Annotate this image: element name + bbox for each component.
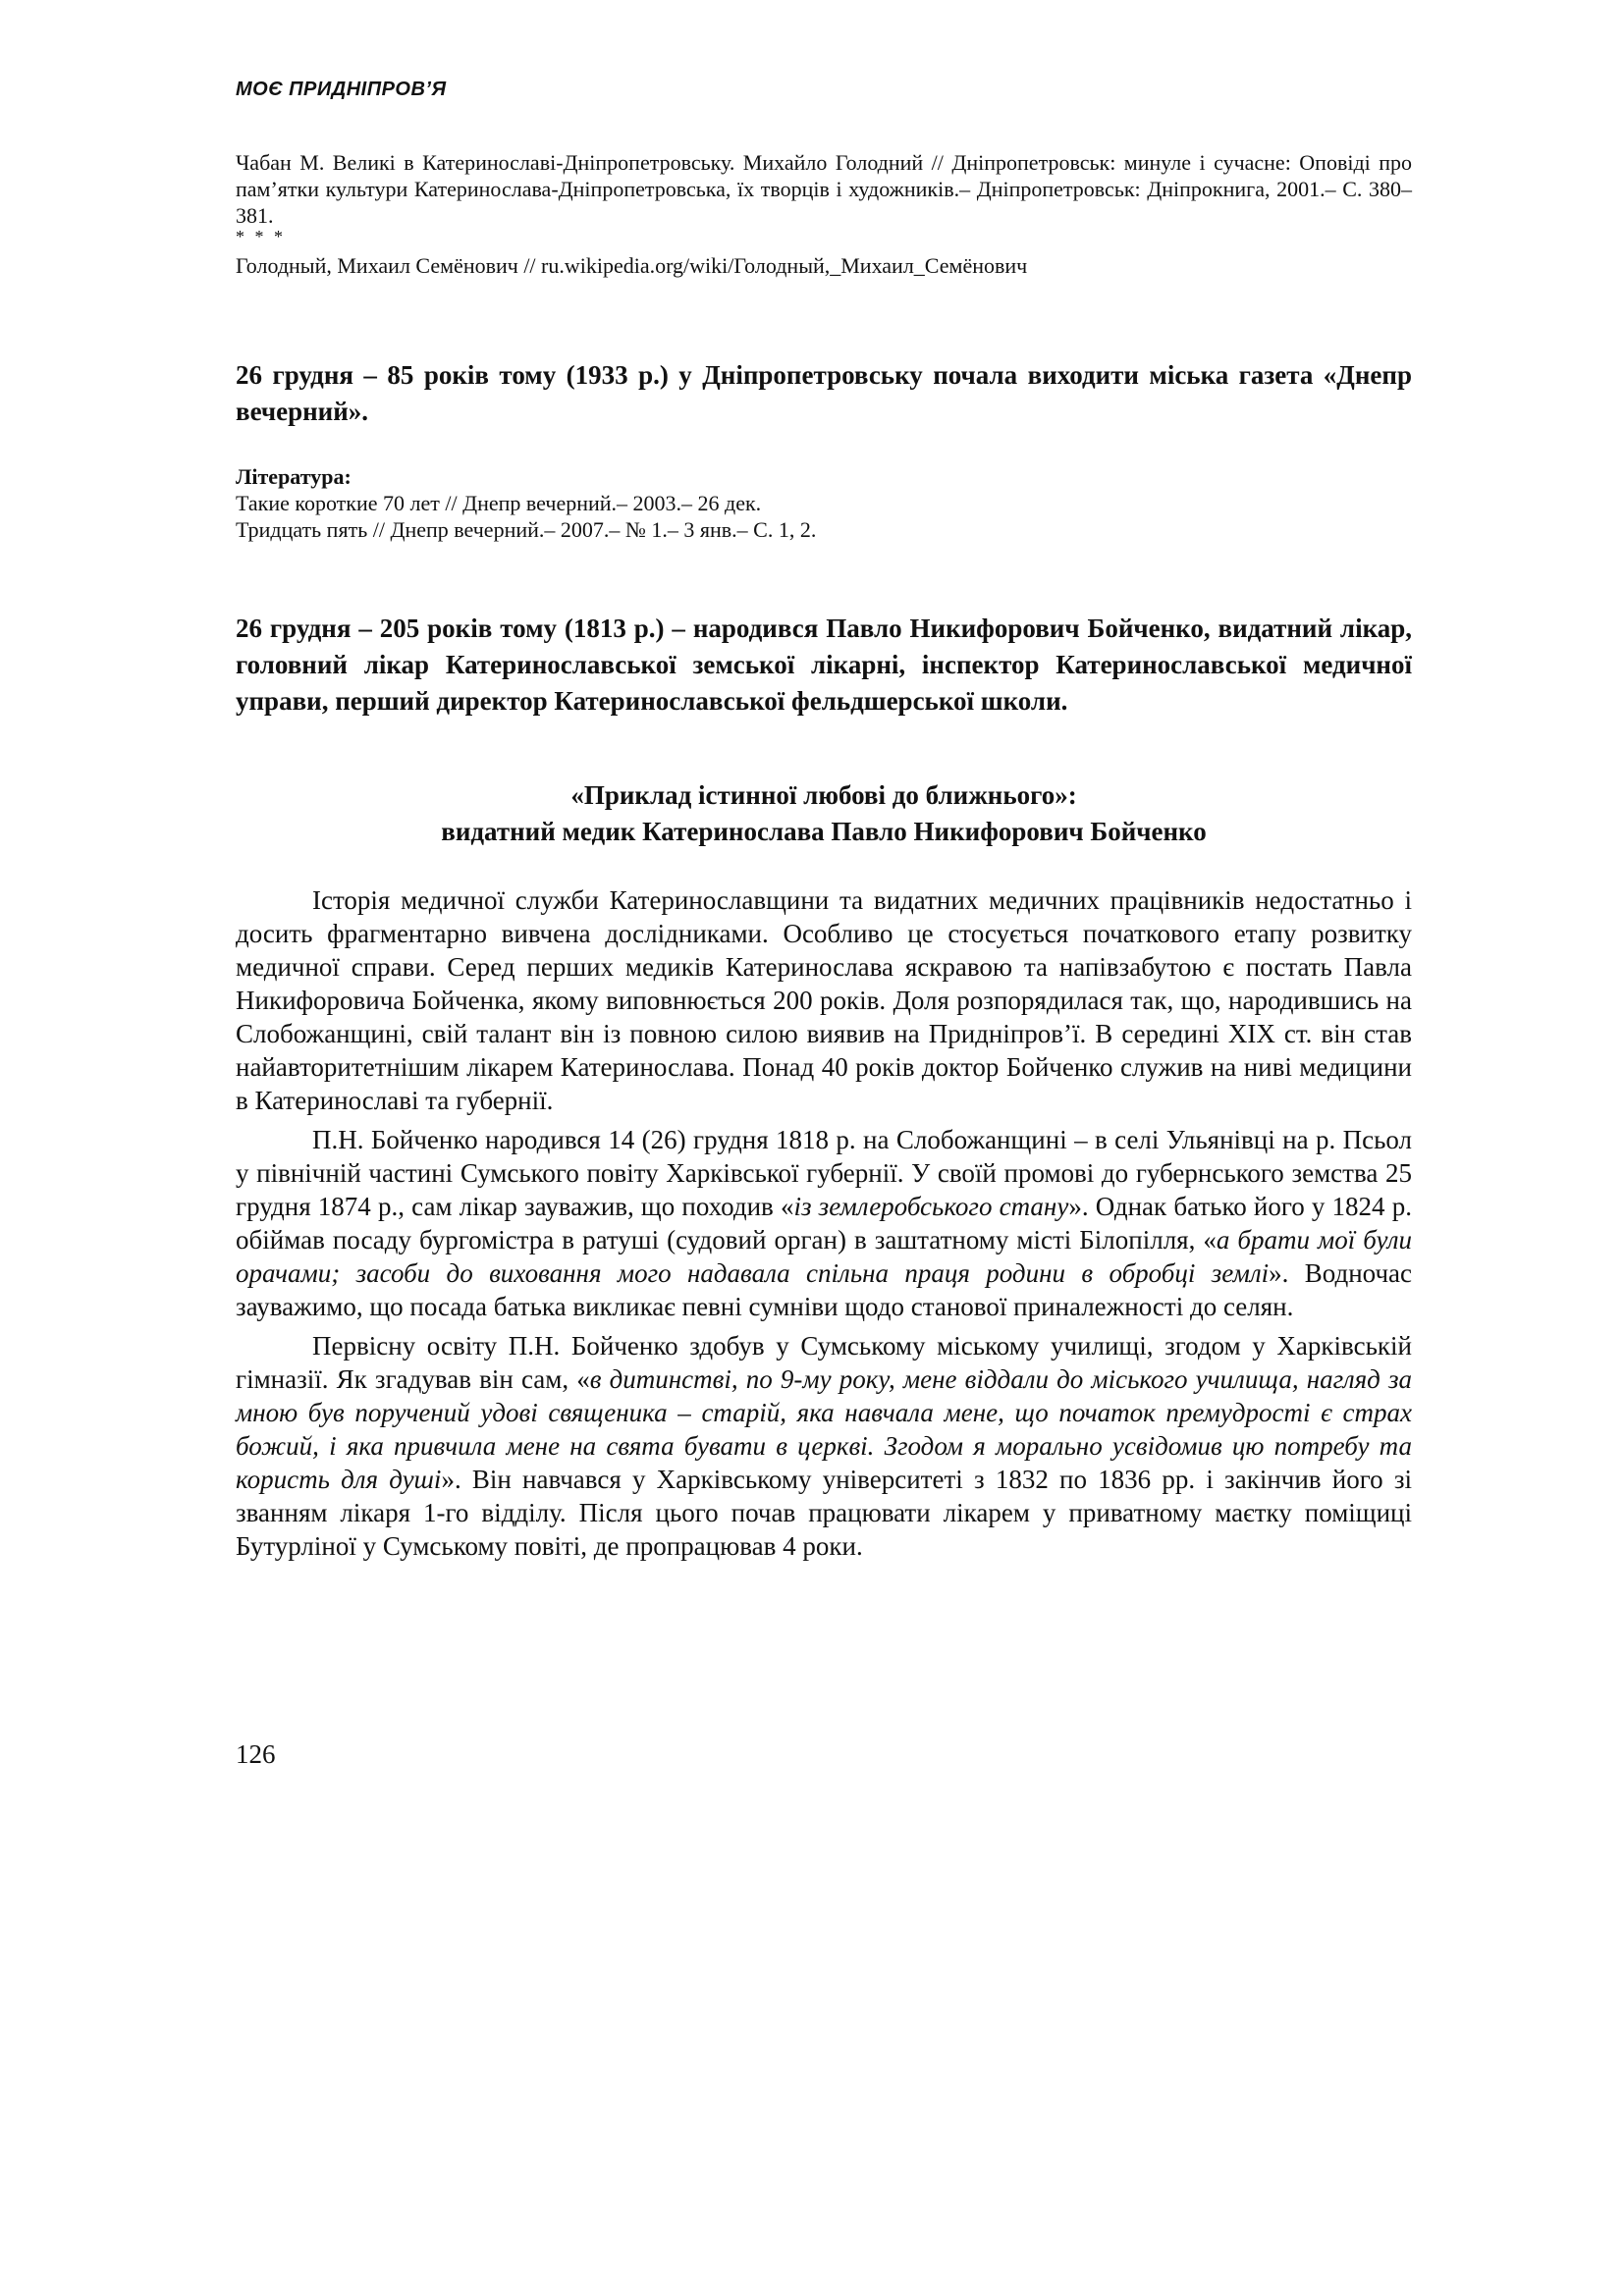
paragraph: [236, 1329, 1412, 1563]
paragraph-text: ». Однак батько його у 1824 р. обіймав посаду бургомістра в ратуші (судовий орган) в заштатному місті Білопілля, «: [236, 1192, 1412, 1255]
article-body: [236, 883, 1412, 1569]
quote-text: а брати мої були орачами; засоби до виховання мого надавала спільна праця родини в обробці землі: [236, 1225, 1412, 1288]
bibliography-entry: Голодный, Михаил Семёнович // ru.wikipedia.org/wiki/Голодный,_Михаил_Семёнович: [236, 253, 1028, 278]
event-heading-boichenko: 26 грудня – 205 років тому (1813 р.) – народився Павло Никифорович Бойченко, видатний лікар, головний лікар Катеринославської земської лікарні, інспектор Катеринославської медичної управи, перший директор Катеринославської фельдшерської школи.: [236, 614, 1412, 716]
event-heading-newspaper: 26 грудня – 85 років тому (1933 р.) у Дніпропетровську почала виходити міська газета «Днепр вечерний».: [236, 360, 1412, 426]
article-title: [236, 777, 1412, 850]
bibliography-entry: Чабан М. Великі в Катеринославі-Дніпропетровську. Михайло Голодний // Дніпропетровськ: минуле і сучасне: Оповіді про пам’ятки культури Катеринослава-Дніпропетровська, їх творців і художників.– Дніпропетровськ: Дніпрокнига, 2001.– С. 380–381.: [236, 150, 1412, 228]
literature-heading: Література:: [236, 464, 352, 489]
paragraph-text: ». Водночас зауважимо, що посада батька викликає певні сумніви щодо станової приналежності до селян.: [236, 1258, 1413, 1321]
paragraph: [236, 1123, 1412, 1323]
quote-text: в дитинстві, по 9-му року, мене віддали до міського училища, нагляд за мною був поручений удові священика – старій, яка навчала мене, що початок премудрості є страх божий, і яка привчила мене на свята бувати в церкві. Згодом я морально усвідомив цю потребу та користь для душі: [236, 1364, 1412, 1494]
page-number: 126: [236, 1739, 276, 1769]
article-title-line: «Приклад істинної любові до ближнього»:: [570, 780, 1077, 810]
literature-block: [236, 463, 1412, 543]
bibliography-block: [236, 149, 1412, 279]
paragraph-text: Первісну освіту П.Н. Бойченко здобув у Сумському міському училищі, згодом у Харківській гімназії. Як згадував він сам, «: [236, 1331, 1412, 1394]
literature-item: Такие короткие 70 лет // Днепр вечерний.– 2003.– 26 дек.: [236, 491, 762, 515]
paragraph-text: П.Н. Бойченко народився 14 (26) грудня 1818 р. на Слобожанщині – в селі Ульянівці на р. Псьол у північній частині Сумського повіту Харківської губернії. У своїй промові до губернського земства 25 грудня 1874 р., сам лікар зауважив, що походив «: [236, 1125, 1412, 1221]
quote-text: із землеробського стану: [793, 1192, 1069, 1221]
separator-stars: * * *: [236, 227, 286, 246]
article-subtitle-line: видатний медик Катеринослава Павло Никифорович Бойченко: [441, 817, 1207, 846]
paragraph-text: ». Він навчався у Харківському університеті з 1832 по 1836 рр. і закінчив його зі званням лікаря 1-го відділу. Після цього почав працювати лікарем у приватному маєтку поміщиці Бутурліної у Сумському повіті, де пропрацював 4 роки.: [236, 1465, 1412, 1561]
literature-item: Тридцать пять // Днепр вечерний.– 2007.– № 1.– 3 янв.– С. 1, 2.: [236, 517, 817, 542]
paragraph: Історія медичної служби Катеринославщини та видатних медичних працівників недостатньо і досить фрагментарно вивчена дослідниками. Особливо це стосується початкового етапу розвитку медичної справи. Серед перших медиків Катеринослава яскравою та напівзабутою є постать Павла Никифоровича Бойченка, якому виповнюється 200 років. Доля розпорядилася так, що, народившись на Слобожанщині, свій талант він із повною силою виявив на Придніпров’ї. В середині ХІХ ст. він став найавторитетнішим лікарем Катеринослава. Понад 40 років доктор Бойченко служив на ниві медицини в Катеринославі та губернії.: [236, 885, 1412, 1115]
running-head: МОЄ ПРИДНІПРОВ’Я: [236, 79, 447, 100]
